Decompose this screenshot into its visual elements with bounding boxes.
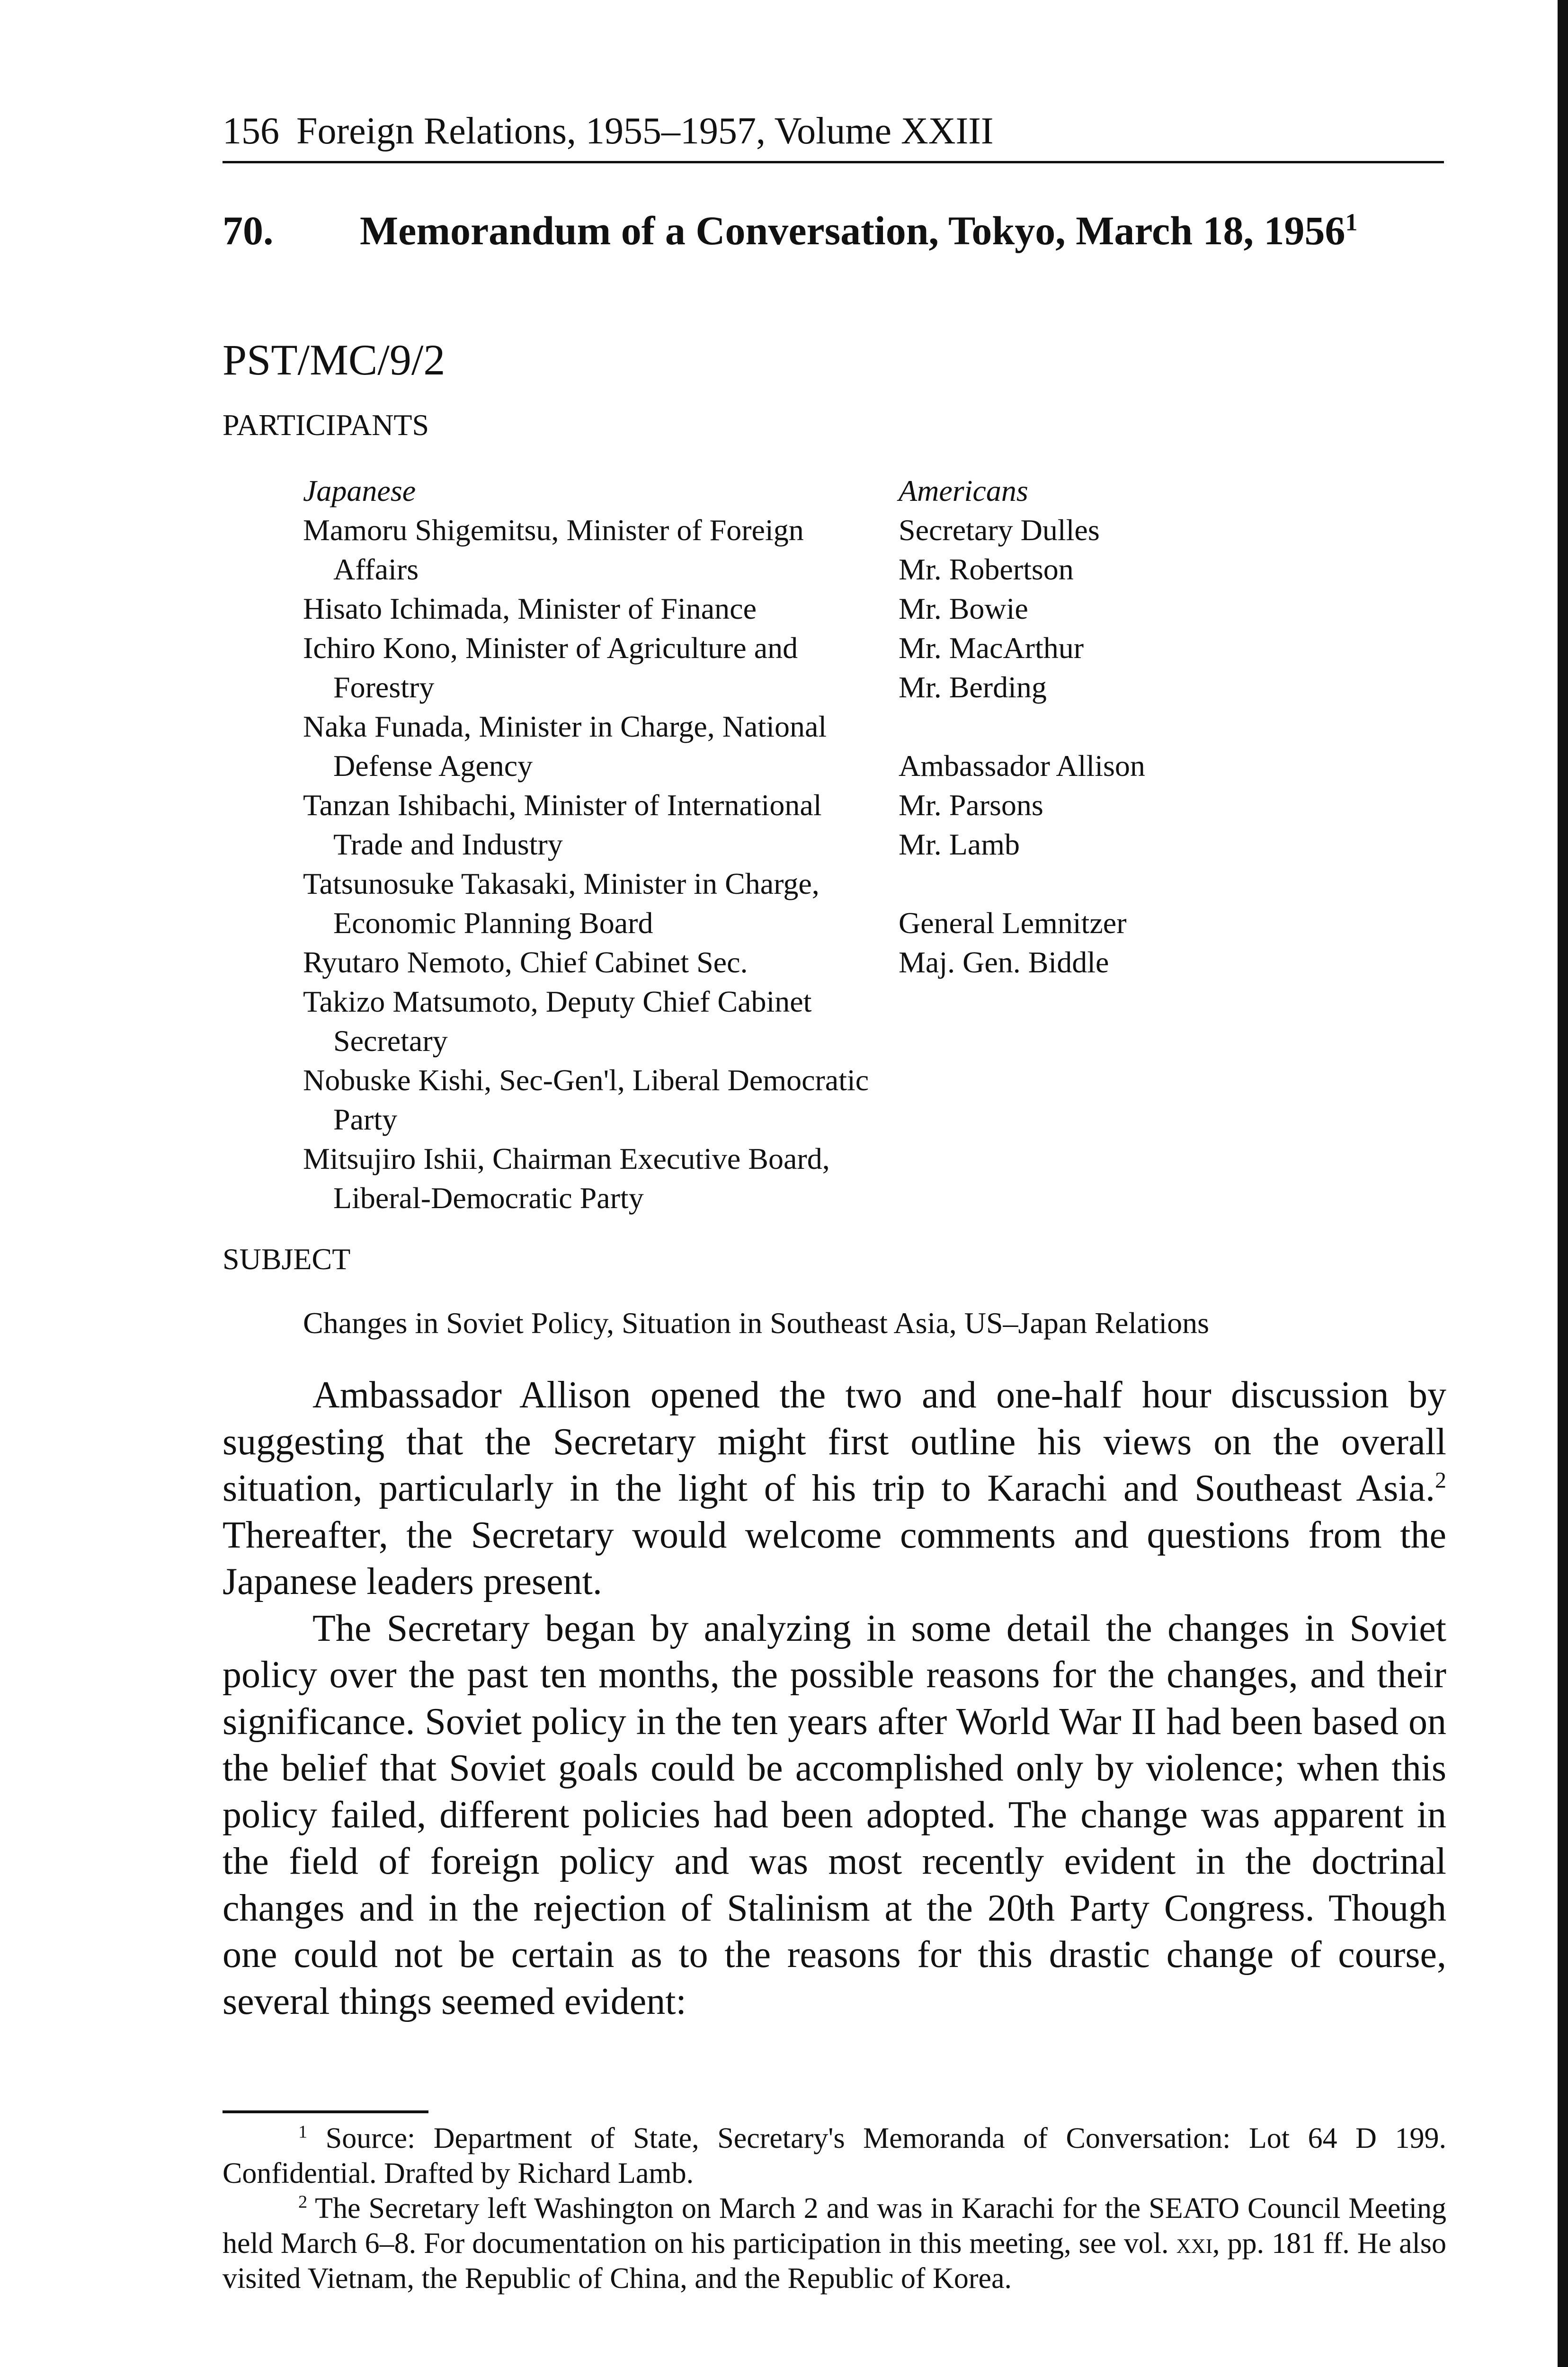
list-item: Hisato Ichimada, Minister of Finance — [303, 592, 757, 625]
footnote-2-text-a: The Secretary left Washington on March 2 and was in Karachi for the SEATO Council Meeting held March 6–8. For documentation on his participation in this meeting, see vol. — [223, 2192, 1446, 2260]
document-title-text: Memorandum of a Conversation, Tokyo, March 18, 1956 — [360, 208, 1345, 253]
footnote-ref-2[interactable]: 2 — [1435, 1468, 1446, 1493]
list-spacer — [899, 864, 1325, 903]
footnote-1-text: Source: Department of State, Secretary's Memoranda of Conversation: Lot 64 D 199. Confidential. Drafted by Richard Lamb. — [223, 2122, 1447, 2189]
footnote-2-text-b: , pp. 181 ff. He also visited Vietnam, the Republic of China, and the Republic of Korea. — [223, 2227, 1447, 2295]
footnote-2 — [223, 2191, 1446, 2296]
list-item: Mr. Parsons — [899, 788, 1043, 822]
list-item: Mr. Lamb — [899, 828, 1020, 861]
list-item: Ambassador Allison — [899, 749, 1145, 783]
participants-label: PARTICIPANTS — [223, 408, 429, 442]
subject-label: SUBJECT — [223, 1242, 351, 1276]
page-number: 156 — [223, 110, 279, 152]
japanese-participants — [303, 471, 871, 1218]
document-number: 70. — [223, 208, 274, 253]
list-item: Takizo Matsumoto, Deputy Chief Cabinet Secretary — [303, 985, 812, 1058]
list-item: Tanzan Ishibachi, Minister of International Trade and Industry — [303, 788, 822, 861]
list-item: Secretary Dulles — [899, 513, 1100, 547]
list-item: Ichiro Kono, Minister of Agriculture and Forestry — [303, 631, 798, 704]
footnote-1-mark: 1 — [298, 2122, 308, 2142]
paragraph-2: The Secretary began by analyzing in some detail the changes in Soviet policy over the past ten months, the possible reasons for the changes, and their significance. Soviet policy in the ten years after World War II had been based on the belief that Soviet goals could be accomplished only by violence; when this policy failed, different policies had been adopted. The change was apparent in the field of foreign policy and was most recently evident in the doctrinal changes and in the rejection of Stalinism at the 20th Party Congress. Though one could not be certain as to the reasons for this drastic change of course, several things seemed evident: — [223, 1607, 1446, 2022]
list-spacer — [899, 707, 1325, 746]
footnote-ref-1[interactable]: 1 — [1345, 209, 1358, 236]
page-edge — [1558, 0, 1568, 2367]
americans-heading: Americans — [899, 474, 1028, 507]
document-id: PST/MC/9/2 — [223, 336, 445, 384]
footnote-divider — [223, 2110, 428, 2113]
footnotes — [223, 2121, 1446, 2296]
list-item: Maj. Gen. Biddle — [899, 945, 1109, 979]
list-item: Mr. Robertson — [899, 552, 1074, 586]
list-item: Mr. Berding — [899, 670, 1047, 704]
footnote-1 — [223, 2121, 1446, 2191]
list-item: Tatsunosuke Takasaki, Minister in Charge, Economic Planning Board — [303, 867, 820, 940]
paragraph-1 — [223, 1372, 1446, 1605]
list-item: Mamoru Shigemitsu, Minister of Foreign Affairs — [303, 513, 804, 586]
list-item: General Lemnitzer — [899, 906, 1127, 940]
subject-text: Changes in Soviet Policy, Situation in Southeast Asia, US–Japan Relations — [303, 1306, 1209, 1340]
document-title — [223, 205, 1453, 257]
paragraph-1-part-b: Thereafter, the Secretary would welcome comments and questions from the Japanese leaders present. — [223, 1514, 1446, 1602]
footnote-2-mark: 2 — [298, 2192, 308, 2212]
list-item: Nobuske Kishi, Sec-Gen'l, Liberal Democratic Party — [303, 1063, 869, 1136]
american-participants — [899, 471, 1325, 982]
japanese-heading: Japanese — [303, 474, 416, 507]
volume-title: Foreign Relations, 1955–1957, Volume XXIII — [296, 110, 994, 152]
footnote-2-volume: xxi — [1176, 2227, 1213, 2260]
paragraph-1-part-a: Ambassador Allison opened the two and one-half hour discussion by suggesting that the Secretary might first outline his views on the overall situation, particularly in the light of his trip to Karachi and Southeast Asia. — [223, 1374, 1446, 1509]
body-text — [223, 1372, 1446, 2025]
list-item: Mr. MacArthur — [899, 631, 1084, 665]
list-item: Ryutaro Nemoto, Chief Cabinet Sec. — [303, 945, 748, 979]
list-item: Naka Funada, Minister in Charge, National Defense Agency — [303, 710, 827, 783]
list-item: Mitsujiro Ishii, Chairman Executive Board, Liberal-Democratic Party — [303, 1142, 830, 1215]
running-head — [223, 110, 1444, 163]
list-item: Mr. Bowie — [899, 592, 1028, 625]
